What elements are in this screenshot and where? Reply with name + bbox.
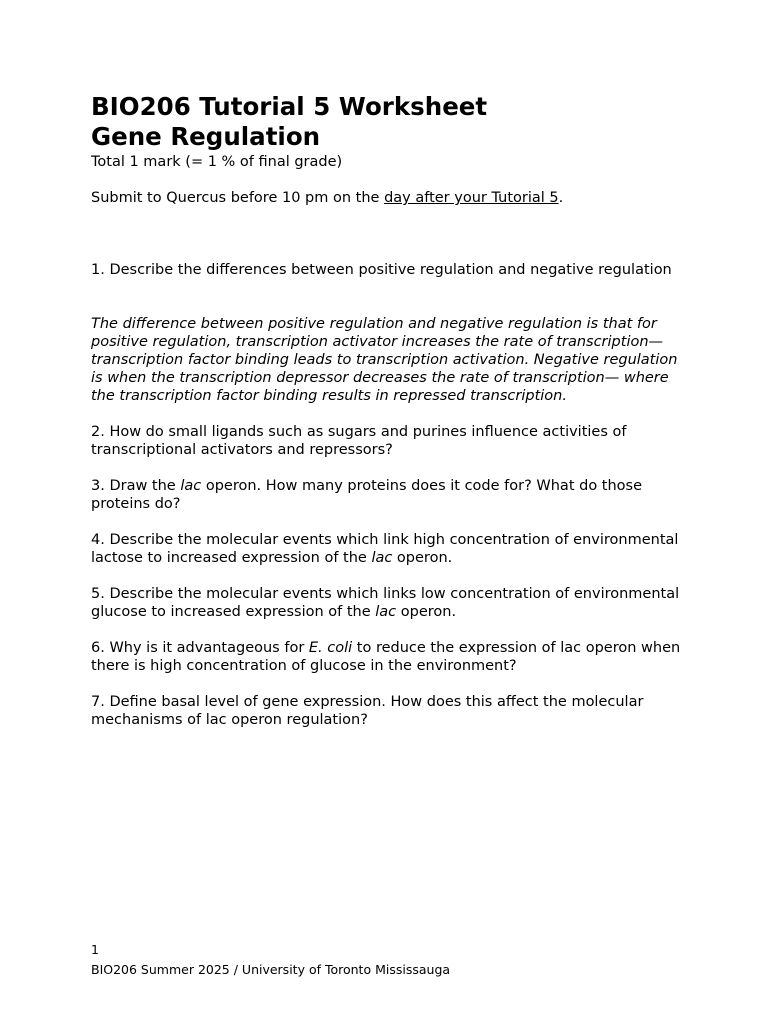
- question-5-text-b: operon.: [396, 604, 457, 620]
- title-line-1: BIO206 Tutorial 5 Worksheet: [91, 92, 488, 121]
- question-5-italic: lac: [375, 604, 397, 620]
- question-3: [91, 477, 681, 513]
- page-number: 1: [91, 942, 99, 957]
- question-7-text: 7. Define basal level of gene expression. How does this affect the molecular mechanisms of lac operon regulation?: [91, 694, 644, 728]
- course-info: BIO206 Summer 2025 / University of Toronto Mississauga: [91, 962, 451, 977]
- question-4: [91, 531, 681, 567]
- submit-suffix: .: [558, 190, 564, 206]
- question-5: [91, 585, 681, 621]
- question-4-italic: lac: [371, 550, 393, 566]
- question-3-text-a: 3. Draw the: [91, 478, 181, 494]
- document-body: [91, 92, 681, 729]
- page-footer: [91, 940, 691, 980]
- submit-prefix: Submit to Quercus before 10 pm on the: [91, 190, 385, 206]
- question-4-text-b: operon.: [392, 550, 453, 566]
- question-6-text-a: 6. Why is it advantageous for: [91, 640, 309, 656]
- marks-note: Total 1 mark (= 1 % of final grade): [91, 154, 343, 170]
- question-4-text-a: 4. Describe the molecular events which link high concentration of environmental lactose to increased expression of the: [91, 532, 679, 566]
- title-line-2: Gene Regulation: [91, 122, 321, 151]
- document-title: [91, 92, 681, 152]
- question-6-text-b: to reduce the expression of lac operon when there is high concentration of glucose in the environment?: [91, 640, 681, 674]
- question-1: 1. Describe the differences between positive regulation and negative regulation: [91, 262, 672, 278]
- question-6: [91, 639, 681, 675]
- question-2: [91, 423, 681, 459]
- question-3-italic: lac: [180, 478, 202, 494]
- question-5-text-a: 5. Describe the molecular events which links low concentration of environmental glucose to increased expression of the: [91, 586, 680, 620]
- question-2-text: 2. How do small ligands such as sugars and purines influence activities of transcriptional activators and repressors?: [91, 424, 627, 458]
- submission-instructions: [91, 189, 681, 207]
- question-7: [91, 693, 681, 729]
- submit-deadline: day after your Tutorial 5: [384, 190, 559, 206]
- answer-1: The difference between positive regulation and negative regulation is that for positive regulation, transcription activator increases the rate of transcription— transcription factor binding leads to transcription activation. Negative regulation is when the transcription depressor decreases the rate of transcription— where the transcription factor binding results in repressed transcription.: [91, 316, 678, 404]
- question-6-italic: E. coli: [308, 640, 353, 656]
- question-3-text-b: operon. How many proteins does it code for? What do those proteins do?: [91, 478, 643, 512]
